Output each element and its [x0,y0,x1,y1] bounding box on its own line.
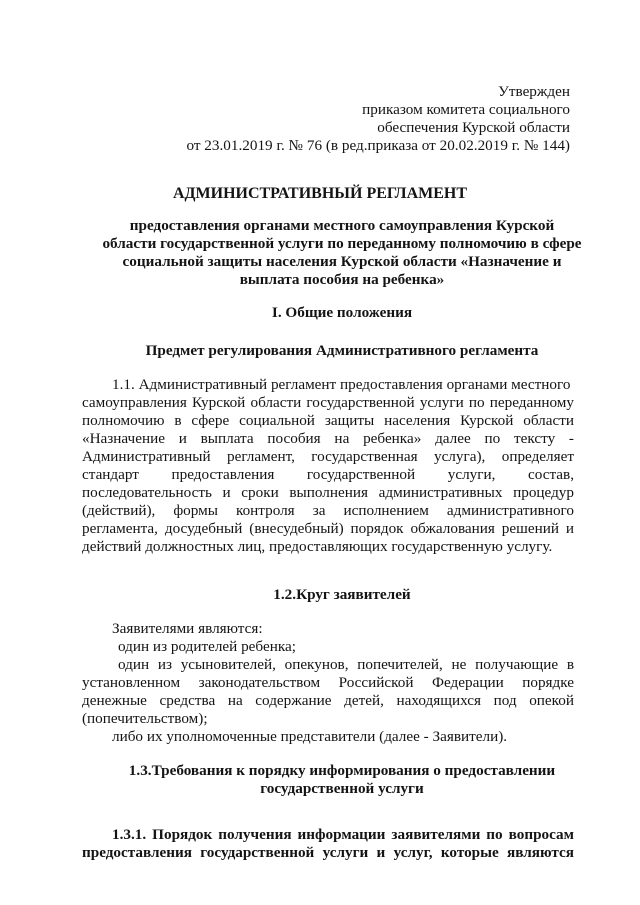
document-title: АДМИНИСТРАТИВНЫЙ РЕГЛАМЕНТ [172,185,468,202]
subtitle-line: выплата пособия на ребенка» [239,271,445,288]
subsection-heading: 1.2.Круг заявителей [273,586,411,603]
paragraph-line: полномочию в сфере социальной защиты населения Курской области [82,412,574,429]
subsection-heading-line: 1.3.Требования к порядку информирования о предоставлении [128,762,556,779]
approval-line: Утвержден [498,83,570,100]
paragraph-line: (попечительством); [82,710,208,727]
subtitle-line: области государственной услуги по переданному полномочию в сфере [102,235,582,252]
paragraph-line: 1.1. Административный регламент предоставления органами местного [112,376,571,393]
paragraph-line: один из родителей ребенка; [118,638,296,655]
subsection-heading-line: государственной услуги [260,780,424,797]
paragraph-line: Административный регламент, государственная услуга), определяет [82,448,574,465]
paragraph-line: установленном законодательством Российской Федерации порядке [82,674,574,691]
paragraph-line: «Назначение и выплата пособия на ребенка» далее по тексту - [82,430,574,447]
paragraph-line: один из усыновителей, опекунов, попечителей, не получающие в [118,656,574,673]
paragraph-line: (действий), формы контроля за исполнением административного [82,502,574,519]
approval-line: обеспечения Курской области [377,119,570,136]
approval-line: приказом комитета социального [362,101,570,118]
paragraph-line: регламента, досудебный (внесудебный) порядок обжалования решений и [82,520,574,537]
paragraph-line: самоуправления Курской области государственной услуги по переданному [82,394,574,411]
section-heading: I. Общие положения [271,304,413,321]
paragraph-line: стандарт предоставления государственной услуги, состав, [82,466,574,483]
paragraph-line: действий должностных лиц, предоставляющих государственную услугу. [82,538,553,555]
paragraph-line: предоставления государственной услуги и услуг, которые являются [82,844,574,861]
paragraph-line: Заявителями являются: [112,620,263,637]
approval-line: от 23.01.2019 г. № 76 (в ред.приказа от 20.02.2019 г. № 144) [186,137,570,154]
paragraph-line: либо их уполномоченные представители (далее - Заявители). [112,728,508,745]
subsection-heading: Предмет регулирования Административного регламента [145,342,539,359]
paragraph-line: денежные средства на содержание детей, находящихся под опекой [82,692,574,709]
subtitle-line: социальной защиты населения Курской области «Назначение и [122,253,562,270]
paragraph-line: последовательность и сроки выполнения административных процедур [82,484,574,501]
subtitle-line: предоставления органами местного самоуправления Курской [129,217,555,234]
paragraph-line: 1.3.1. Порядок получения информации заявителями по вопросам [112,826,574,843]
